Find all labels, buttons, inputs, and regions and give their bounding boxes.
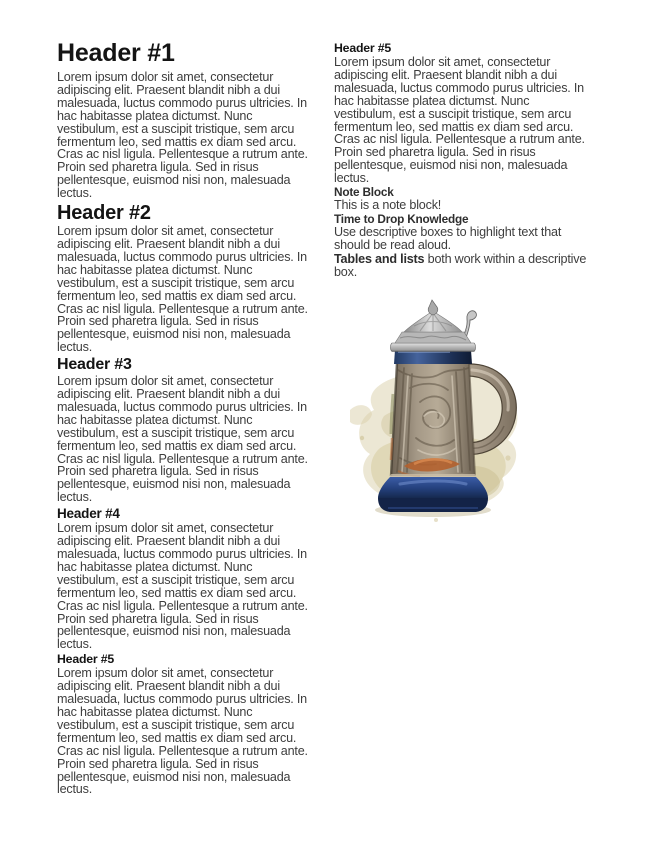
paragraph-4: Lorem ipsum dolor sit amet, consectetur adipiscing elit. Praesent blandit nibh a dui malesuada, luctus commodo purus ultricies. In hac habitasse platea dictumst. Nunc vestibulum, est a suscipit tristique, sem arcu fermentum leo, sed mattis ex diam sed arcu. Cras ac nisl ligula. Pellentesque a rutrum ante. Proin sed pharetra ligula. Sed in risus pellentesque, euismod nisi non, malesuada lectus. [57, 521, 308, 652]
heading-3: Header #3 [57, 356, 132, 374]
heading-4: Header #4 [57, 506, 120, 522]
paragraph-right: Lorem ipsum dolor sit amet, consectetur adipiscing elit. Praesent blandit nibh a dui malesuada, luctus commodo purus ultricies. In hac habitasse platea dictumst. Nunc vestibulum, est a suscipit tristique, sem arcu fermentum leo, sed mattis ex diam sed arcu. Cras ac nisl ligula. Pellentesque a rutrum ante. Proin sed pharetra ligula. Sed in risus pellentesque, euismod nisi non, malesuada lectus. [334, 55, 585, 186]
beer-stein-image [340, 298, 540, 528]
stein-lid [391, 300, 476, 352]
note-block-text: This is a note block! [334, 197, 442, 212]
paragraph-1: Lorem ipsum dolor sit amet, consectetur adipiscing elit. Praesent blandit nibh a dui malesuada, luctus commodo purus ultricies. In hac habitasse platea dictumst. Nunc vestibulum, est a suscipit tristique, sem arcu fermentum leo, sed mattis ex diam sed arcu. Cras ac nisl ligula. Pellentesque a rutrum ante. Proin sed pharetra ligula. Sed in risus pellentesque, euismod nisi non, malesuada lectus. [57, 70, 308, 201]
right-column [334, 40, 592, 528]
note-block [334, 186, 592, 278]
heading-5: Header #5 [57, 652, 114, 667]
paragraph-3: Lorem ipsum dolor sit amet, consectetur adipiscing elit. Praesent blandit nibh a dui malesuada, luctus commodo purus ultricies. In hac habitasse platea dictumst. Nunc vestibulum, est a suscipit tristique, sem arcu fermentum leo, sed mattis ex diam sed arcu. Cras ac nisl ligula. Pellentesque a rutrum ante. Proin sed pharetra ligula. Sed in risus pellentesque, euismod nisi non, malesuada lectus. [57, 374, 308, 505]
heading-2: Header #2 [57, 202, 151, 225]
knowledge-title: Time to Drop Knowledge [334, 211, 469, 226]
stein-base [378, 474, 488, 512]
tables-lists-rest: both work within a descriptive box. [334, 251, 587, 279]
tables-lists-bold: Tables and lists [334, 251, 425, 266]
note-block-title: Note Block [334, 185, 394, 200]
knowledge-text: Use descriptive boxes to highlight text that should be read aloud. [334, 224, 562, 252]
left-column [57, 40, 309, 797]
heading-5-right: Header #5 [334, 41, 391, 55]
tables-lists-line [334, 253, 592, 279]
heading-1: Header #1 [57, 39, 175, 67]
stein-collar-band [394, 350, 472, 364]
paragraph-2: Lorem ipsum dolor sit amet, consectetur adipiscing elit. Praesent blandit nibh a dui malesuada, luctus commodo purus ultricies. In hac habitasse platea dictumst. Nunc vestibulum, est a suscipit tristique, sem arcu fermentum leo, sed mattis ex diam sed arcu. Cras ac nisl ligula. Pellentesque a rutrum ante. Proin sed pharetra ligula. Sed in risus pellentesque, euismod nisi non, malesuada lectus. [57, 224, 308, 355]
stein-body [391, 362, 475, 476]
paragraph-5: Lorem ipsum dolor sit amet, consectetur adipiscing elit. Praesent blandit nibh a dui malesuada, luctus commodo purus ultricies. In hac habitasse platea dictumst. Nunc vestibulum, est a suscipit tristique, sem arcu fermentum leo, sed mattis ex diam sed arcu. Cras ac nisl ligula. Pellentesque a rutrum ante. Proin sed pharetra ligula. Sed in risus pellentesque, euismod nisi non, malesuada lectus. [57, 666, 308, 797]
